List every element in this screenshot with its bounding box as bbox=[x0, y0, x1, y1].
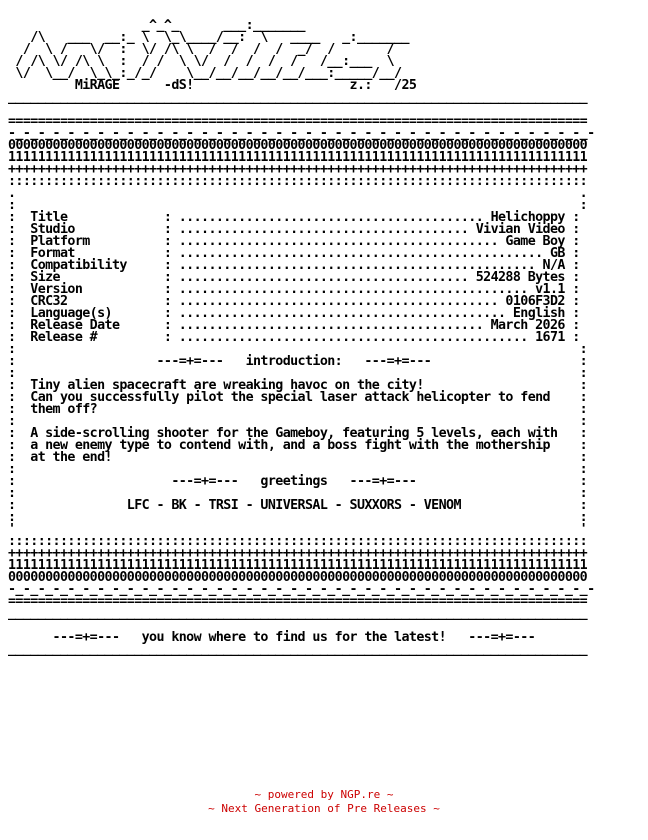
footer bbox=[0, 788, 648, 816]
footer-tagline-link[interactable]: ~ Next Generation of Pre Releases ~ bbox=[208, 802, 440, 815]
nfo-text: _^_^_ ___:_______ /\ ___ __:_ \ \_\____/__: \ ____ _:_______ / \ / \/ : \/ /\ \ / / / / _/ / / / /\ \/ /\ \ : / / \ \/ / / / / /__:___ \ \/ \__/ \_\_:_/_/ \__/__/__/__/__/___:_____/__/ MiRAGE -dS! z.: /25 ______________________________________________________________________________ ============================================================================== -_-_-_-_-_-_-_-_-_-_-_-_-_-_-_-_-_-_-_-_-_-_-_-_-_-_-_-_-_-_-_-_-_-_-_-_-_-_-_- 000000000000000000000000000000000000000000000000000000000000000000000000000000 111111111111111111111111111111111111111111111111111111111111111111111111111111 ++++++++++++++++++++++++++++++++++++++++++++++++++++++++++++++++++++++++++++++ :::::::::::::::::::::::::::::::::::::::::::::::::::::::::::::::::::::::::::::: . . : : : Title : ......................................... Helichoppy : : Studio : ....................................... Vivian Video : : Platform : ........................................... Game Boy : : Format : ................................................. GB : : Compatibility : ................................................ N/A : : Size : ....................................... 524288 Bytes : : Version : ............................................... v1.1 : : CRC32 : ........................................... 0106F3D2 : : Language(s) : ............................................ English : : Release Date : ......................................... March 2026 : : Release # : ............................................... 1671 : : : : ---=+=--- introduction: ---=+=--- : : : : Tiny alien spacecraft are wreaking havoc on the city! : : Can you successfully pilot the special laser attack helicopter to fend : : them off? : : : : A side-scrolling shooter for the Gameboy, featuring 5 levels, each with : : a new enemy type to contend with, and a boss fight with the mothership : : at the end! : : : : ---=+=--- greetings ---=+=--- : : : : LFC - BK - TRSI - UNIVERSAL - SUXXORS - VENOM : : : ' ' :::::::::::::::::::::::::::::::::::::::::::::::::::::::::::::::::::::::::::::: ++++++++++++++++++++++++++++++++++++++++++++++++++++++++++++++++++++++++++++++ 111111111111111111111111111111111111111111111111111111111111111111111111111111 000000000000000000000000000000000000000000000000000000000000000000000000000000 -_-_-_-_-_-_-_-_-_-_-_-_-_-_-_-_-_-_-_-_-_-_-_-_-_-_-_-_-_-_-_-_-_-_-_-_-_-_-_- ============================================================================== ______________________________________________________________________________ ---=+=--- you know where to find us for the latest! ---=+=--- ______________________________________________________________________________ bbox=[8, 18, 595, 657]
footer-powered-by-link[interactable]: ~ powered by NGP.re ~ bbox=[254, 788, 394, 801]
